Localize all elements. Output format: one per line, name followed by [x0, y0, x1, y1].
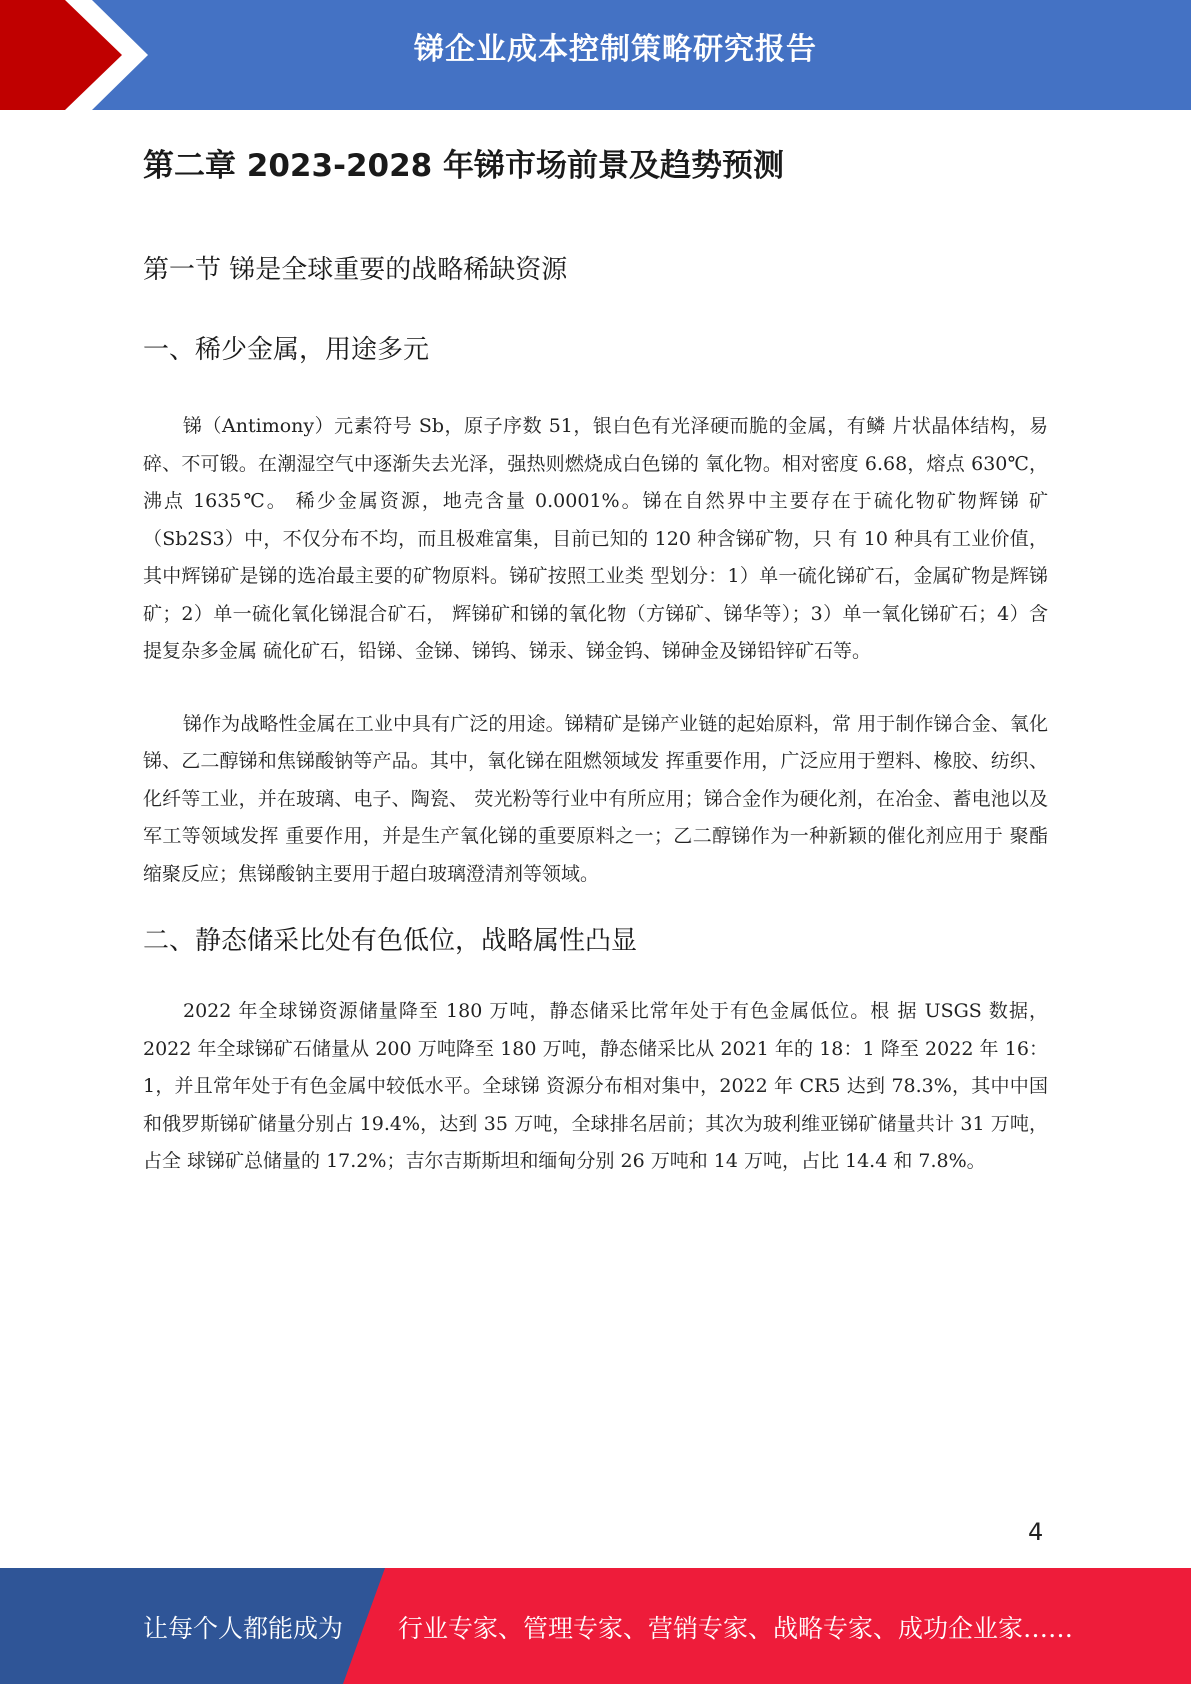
header-title: 锑企业成本控制策略研究报告	[414, 32, 817, 67]
page-header	[0, 0, 1191, 110]
paragraph: 锑作为战略性金属在工业中具有广泛的用途。锑精矿是锑产业链的起始原料，常 用于制作锑合金、氧化锑、乙二醇锑和焦锑酸钠等产品。其中，氧化锑在阻燃领域发 挥重要作用，广泛应用于塑料、橡胶、纺织、化纤等工业，并在玻璃、电子、陶瓷、 荧光粉等行业中有所应用；锑合金作为硬化剂，在冶金、蓄电池以及军工等领域发挥 重要作用，并是生产氧化锑的重要原料之一；乙二醇锑作为一种新颖的催化剂应用于 聚酯缩聚反应；焦锑酸钠主要用于超白玻璃澄清剂等领域。	[143, 712, 1048, 885]
chapter-title: 第二章 2023-2028 年锑市场前景及趋势预测	[143, 148, 785, 184]
section-title: 第一节 锑是全球重要的战略稀缺资源	[143, 255, 568, 285]
page-number: 4	[1028, 1518, 1044, 1546]
subsection-title-1: 一、稀少金属，用途多元	[143, 335, 430, 365]
page-footer	[0, 1568, 1191, 1684]
footer-slogan-right: 行业专家、管理专家、营销专家、战略专家、成功企业家……	[398, 1614, 1074, 1643]
document-body	[143, 132, 1048, 1181]
paragraph: 锑（Antimony）元素符号 Sb，原子序数 51，银白色有光泽硬而脆的金属，有鳞 片状晶体结构，易碎、不可锻。在潮湿空气中逐渐失去光泽，强热则燃烧成白色锑的 氧化物。相对密度 6.68，熔点 630℃，沸点 1635℃。 稀少金属资源，地壳含量 0.0001%。锑在自然界中主要存在于硫化物矿物辉锑 矿（Sb2S3）中，不仅分布不均，而且极难富集，目前已知的 120 种含锑矿物，只 有 10 种具有工业价值，其中辉锑矿是锑的选冶最主要的矿物原料。锑矿按照工业类 型划分：1）单一硫化锑矿石，金属矿物是辉锑矿；2）单一硫化氧化锑混合矿石， 辉锑矿和锑的氧化物（方锑矿、锑华等）；3）单一氧化锑矿石；4）含提复杂多金属 硫化矿石，铅锑、金锑、锑钨、锑汞、锑金钨、锑砷金及锑铅锌矿石等。	[143, 415, 1048, 662]
paragraph: 2022 年全球锑资源储量降至 180 万吨，静态储采比常年处于有色金属低位。根 据 USGS 数据，2022 年全球锑矿石储量从 200 万吨降至 180 万吨，静态储采比从 2021 年的 18：1 降至 2022 年 16：1，并且常年处于有色金属中较低水平。全球锑 资源分布相对集中，2022 年 CR5 达到 78.3%，其中中国和俄罗斯锑矿储量分别占 19.4%，达到 35 万吨，全球排名居前；其次为玻利维亚锑矿储量共计 31 万吨，占全 球锑矿总储量的 17.2%；吉尔吉斯斯坦和缅甸分别 26 万吨和 14 万吨，占比 14.4 和 7.8%。	[143, 1000, 1048, 1172]
footer-slogan-left: 让每个人都能成为	[143, 1614, 344, 1643]
subsection-title-2: 二、静态储采比处有色低位，战略属性凸显	[143, 926, 638, 956]
